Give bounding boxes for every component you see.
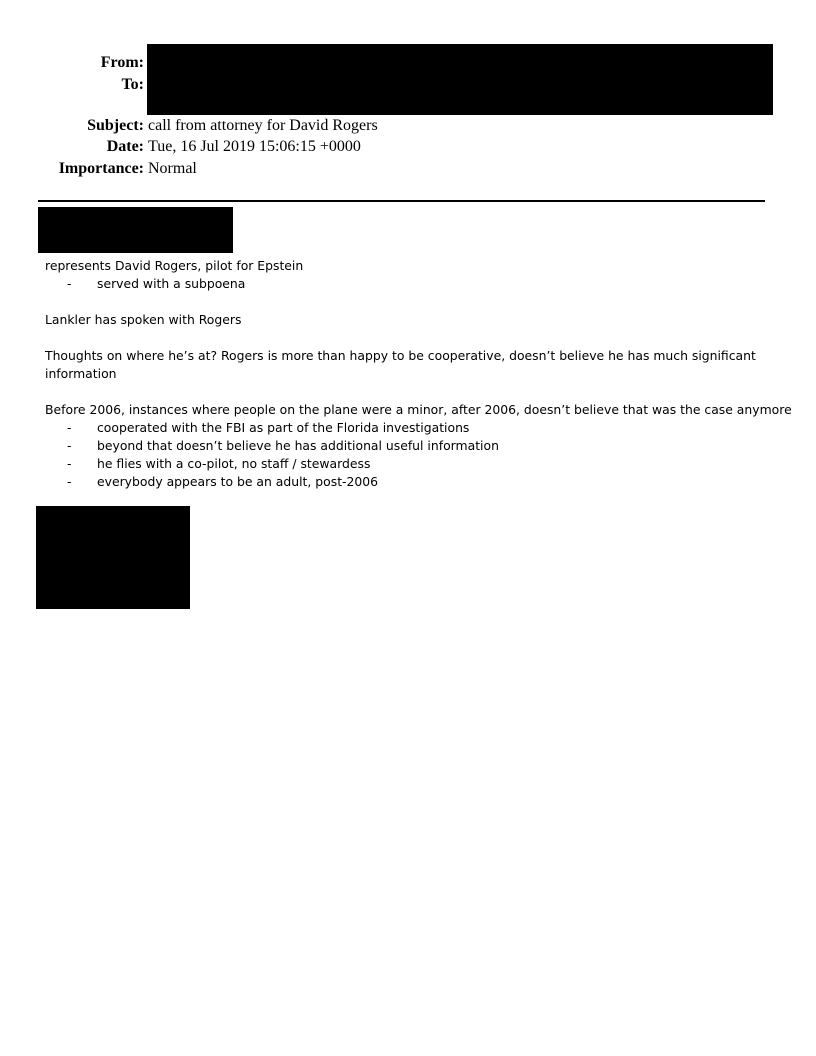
- bullet-marker: -: [67, 456, 72, 471]
- importance-value: Normal: [148, 160, 197, 177]
- bullet-marker: -: [67, 438, 72, 453]
- subject-label: Subject:: [87, 117, 144, 134]
- date-value: Tue, 16 Jul 2019 15:06:15 +0000: [148, 138, 361, 155]
- importance-label: Importance:: [58, 160, 144, 177]
- bullet-marker: -: [67, 474, 72, 489]
- body-line-represents: represents David Rogers, pilot for Epstein: [45, 258, 304, 273]
- bullet-marker: -: [67, 420, 72, 435]
- header-divider: [38, 200, 765, 202]
- from-label: From:: [100, 54, 144, 71]
- bullet-item-subpoena: served with a subpoena: [97, 276, 246, 291]
- subject-value: call from attorney for David Rogers: [148, 117, 378, 134]
- redaction-block-signature: [36, 506, 190, 609]
- redaction-block-recipients: [147, 44, 773, 115]
- date-label: Date:: [106, 138, 144, 155]
- bullet-item-adult: everybody appears to be an adult, post-2006: [97, 474, 379, 489]
- bullet-item-fbi: cooperated with the FBI as part of the Florida investigations: [97, 420, 470, 435]
- bullet-marker: -: [67, 276, 72, 291]
- body-line-lankler: Lankler has spoken with Rogers: [45, 312, 242, 327]
- body-line-thoughts: Thoughts on where he’s at? Rogers is more than happy to be cooperative, doesn’t believe he has much significant information: [45, 348, 756, 381]
- to-label: To:: [121, 76, 144, 93]
- body-line-before-2006: Before 2006, instances where people on the plane were a minor, after 2006, doesn’t believe that was the case anymore: [45, 402, 792, 417]
- bullet-item-co-pilot: he flies with a co-pilot, no staff / stewardess: [97, 456, 371, 471]
- bullet-item-useful-info: beyond that doesn’t believe he has additional useful information: [97, 438, 499, 453]
- redaction-block-sender: [38, 207, 233, 253]
